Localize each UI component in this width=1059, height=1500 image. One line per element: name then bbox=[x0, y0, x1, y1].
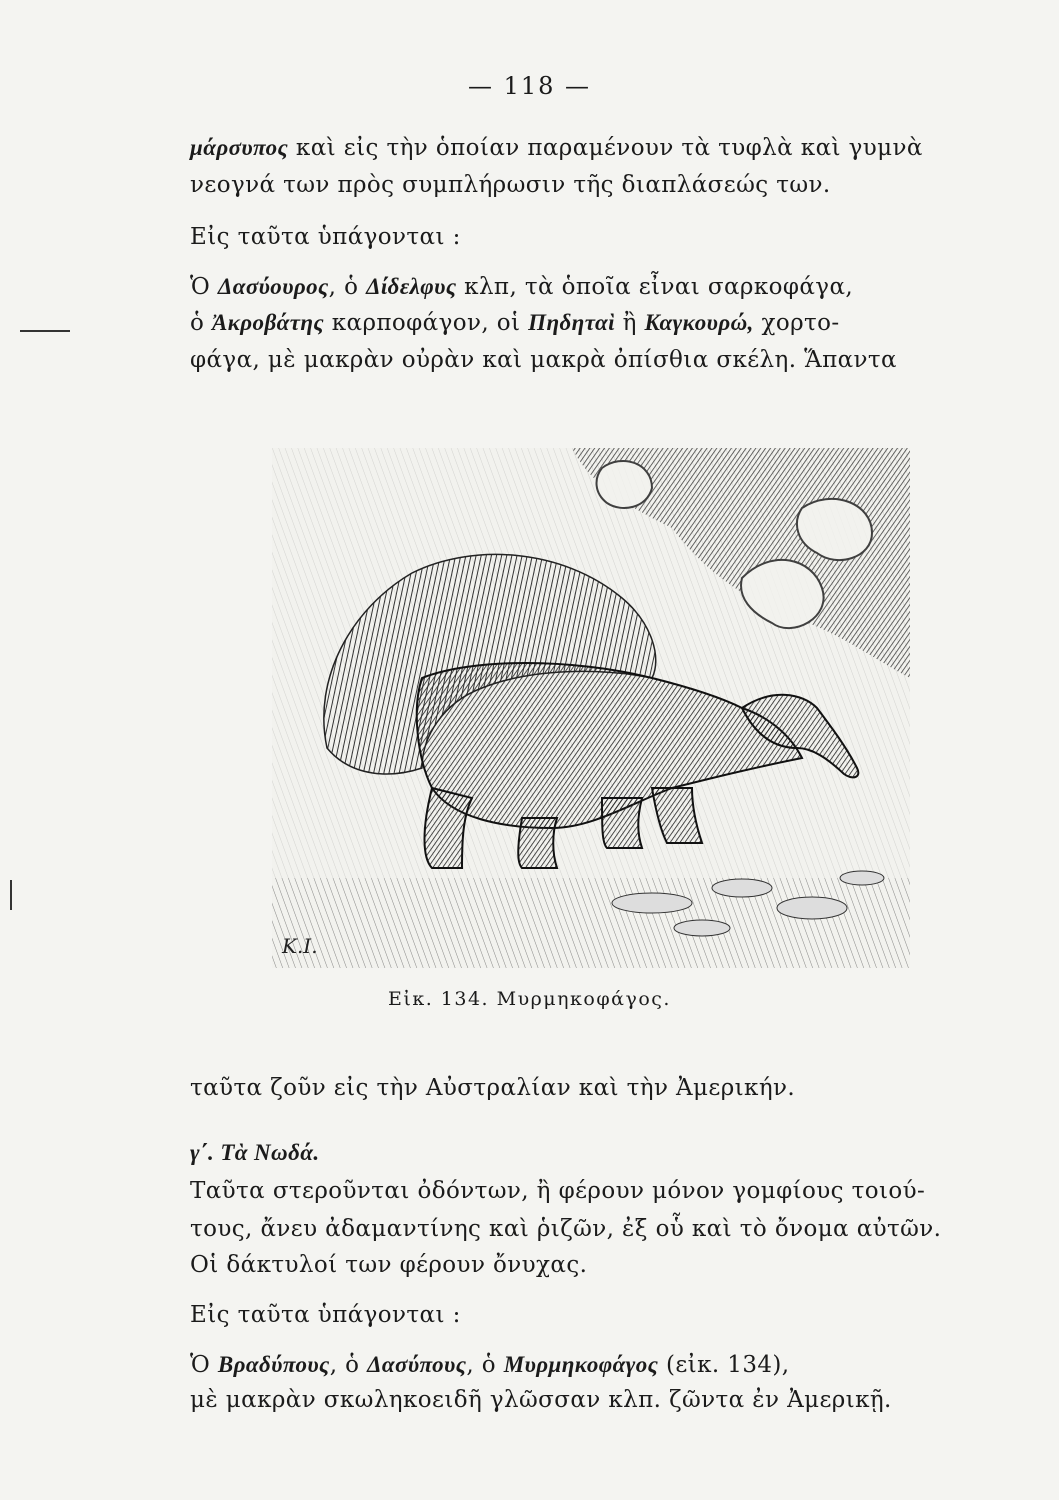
text-run: χορτο- bbox=[753, 310, 840, 336]
text-line bbox=[190, 170, 1020, 200]
bold-term: Δίδελφυς bbox=[366, 274, 457, 299]
figure-caption: Εἰκ. 134. Μυρμηκοφάγος. bbox=[388, 988, 671, 1010]
text-run: Ὁ bbox=[190, 274, 218, 300]
engraving-drawing bbox=[272, 448, 910, 968]
text-run: Εἰς ταῦτα ὑπάγονται : bbox=[190, 224, 461, 250]
text-run: , ὁ bbox=[466, 1352, 504, 1378]
text-line bbox=[190, 133, 1020, 163]
text-line bbox=[190, 1073, 1020, 1103]
ground bbox=[272, 871, 910, 968]
text-run: Ταῦτα στεροῦνται ὀδόντων, ἢ φέρουν μόνον γομφίους τοιού- bbox=[190, 1178, 926, 1204]
text-run: ἢ bbox=[614, 310, 645, 336]
page-number: — 118 — bbox=[467, 72, 592, 100]
text-run: , ὁ bbox=[328, 274, 367, 300]
anteater-illustration bbox=[272, 448, 910, 968]
text-line bbox=[190, 308, 1020, 338]
bold-term: μάρσυπος bbox=[190, 135, 289, 160]
bold-term: Καγκουρώ, bbox=[644, 310, 754, 335]
text-run: φάγα, μὲ μακρὰν οὐρὰν καὶ μακρὰ ὀπίσθια σκέλη. Ἅπαντα bbox=[190, 347, 897, 373]
text-run: καὶ εἰς τὴν ὁποίαν παραμένουν τὰ τυφλὰ καὶ γυμνὰ bbox=[288, 135, 923, 161]
text-line bbox=[190, 345, 1020, 375]
text-run: μὲ μακρὰν σκωληκοειδῆ γλῶσσαν κλπ. ζῶντα ἐν Ἀμερικῇ. bbox=[190, 1387, 892, 1413]
text-run: καρποφάγον, οἱ bbox=[324, 310, 529, 336]
bold-term: Δασύουρος bbox=[217, 274, 329, 299]
text-run: νεογνά των πρὸς συμπλήρωσιν τῆς διαπλάσεώς των. bbox=[190, 172, 831, 198]
bold-term: Δασύπους bbox=[367, 1352, 467, 1377]
text-line bbox=[190, 1250, 1020, 1280]
text-run: Οἱ δάκτυλοί των φέρουν ὄνυχας. bbox=[190, 1252, 588, 1278]
artist-signature: Κ.Ι. bbox=[282, 934, 318, 958]
bold-term: Πηδηταὶ bbox=[528, 310, 615, 335]
text-line bbox=[190, 1300, 1020, 1330]
text-line bbox=[190, 1138, 1020, 1168]
margin-mark bbox=[20, 330, 70, 332]
text-line bbox=[190, 1214, 1020, 1244]
bold-term: γ΄. Τὰ Νωδά. bbox=[190, 1140, 320, 1165]
bold-term: Βραδύπους bbox=[217, 1352, 330, 1377]
margin-mark bbox=[10, 880, 12, 910]
bold-term: Μυρμηκοφάγος bbox=[503, 1352, 659, 1377]
text-run: Εἰς ταῦτα ὑπάγονται : bbox=[190, 1302, 461, 1328]
text-line bbox=[190, 222, 1020, 252]
text-run: , ὁ bbox=[329, 1352, 368, 1378]
bold-term: Ἀκροβάτης bbox=[211, 310, 325, 335]
text-run: ὁ bbox=[190, 310, 212, 336]
text-line bbox=[190, 1385, 1020, 1415]
text-run: τους, ἄνευ ἀδαμαντίνης καὶ ῥιζῶν, ἐξ οὗ καὶ τὸ ὄνομα αὐτῶν. bbox=[190, 1216, 942, 1242]
text-run: (εἰκ. 134), bbox=[658, 1352, 790, 1378]
text-run: Ὁ bbox=[190, 1352, 218, 1378]
text-line bbox=[190, 1176, 1020, 1206]
text-run: κλπ, τὰ ὁποῖα εἶναι σαρκοφάγα, bbox=[456, 274, 854, 300]
text-line bbox=[190, 272, 1020, 302]
text-line bbox=[190, 1350, 1020, 1380]
text-run: ταῦτα ζοῦν εἰς τὴν Αὐστραλίαν καὶ τὴν Ἀμερικήν. bbox=[190, 1075, 796, 1101]
